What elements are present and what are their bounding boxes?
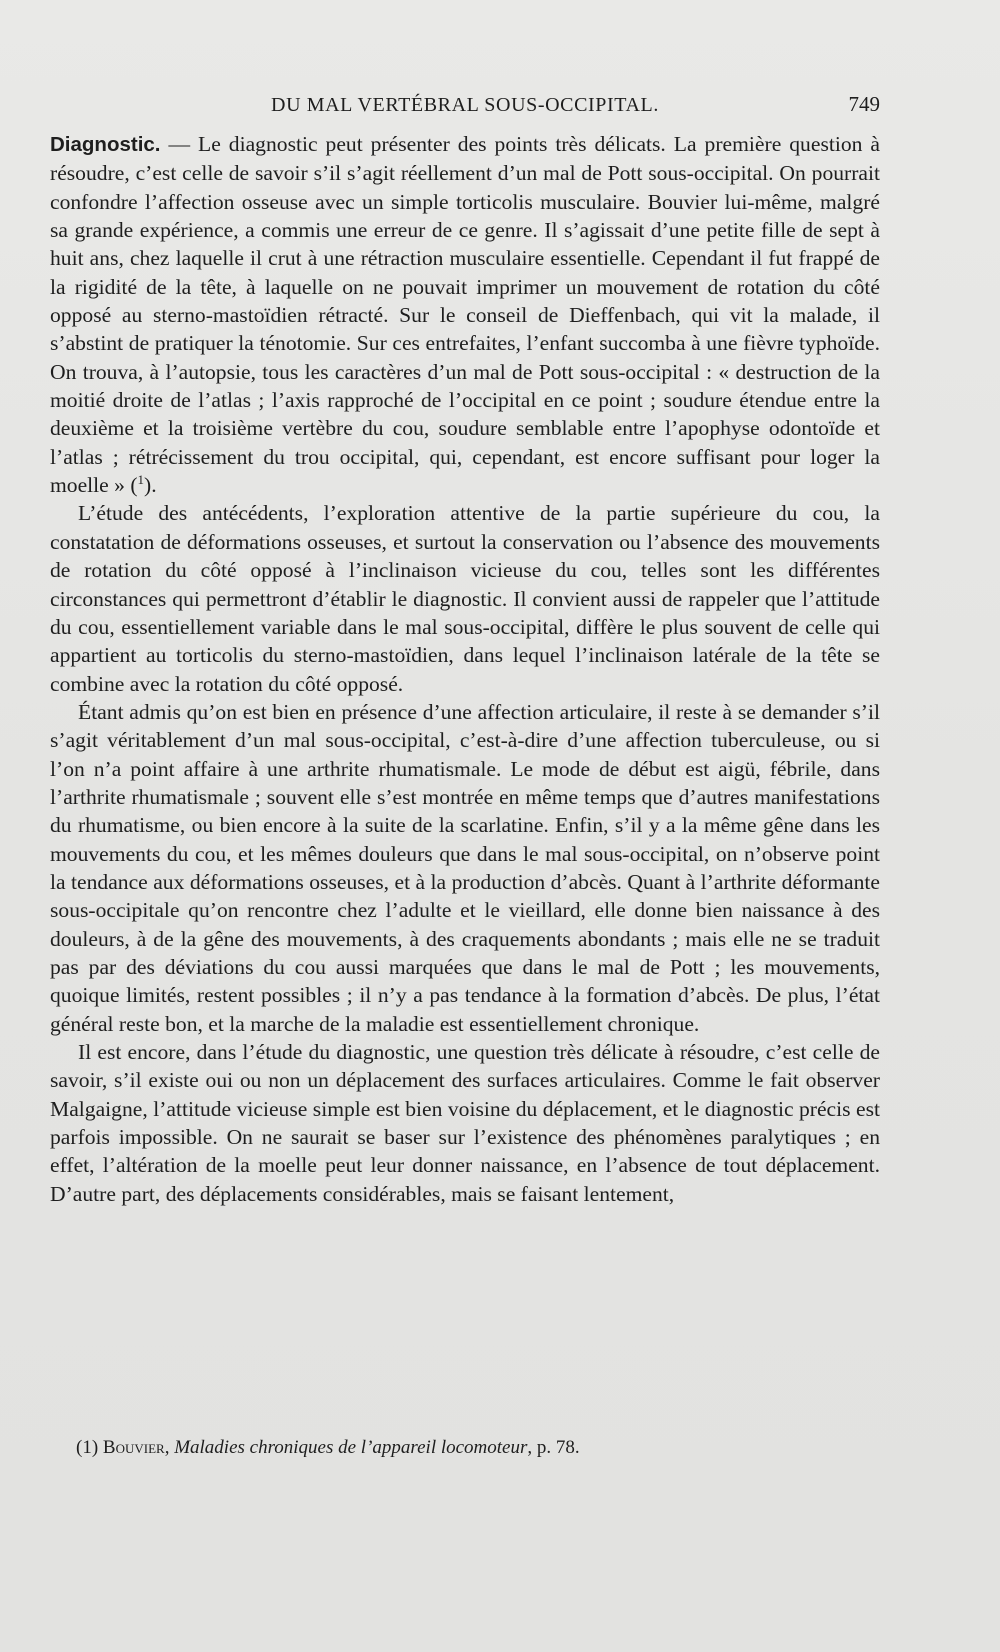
running-head [50,94,880,124]
footnote-marker: (1) [76,1437,99,1458]
footnote-reference: 1 [137,471,145,487]
section-heading: Diagnostic. [50,133,161,156]
footnote-page: , p. 78. [527,1437,580,1458]
paragraph-arthrite: Étant admis qu’on est bien en présence d’une affection articulaire, il reste à se demander s’il s’agit véritablement d’un mal sous-occipital, c’est-à-dire d’une affection tuberculeuse, ou si l’on n’a point affaire à une arthrite rhumatismale. Le mode de début est aigü, fébrile, dans l’arthrite rhumatismale ; souvent elle s’est montrée en même temps que d’autres manifestations du rhumatisme, ou bien encore à la suite de la scarlatine. Enfin, s’il y a la même gêne dans les mouvements du cou, et les mêmes douleurs que dans le mal sous-occipital, on n’observe point la tendance aux déformations osseuses, et à la production d’abcès. Quant à l’arthrite déformante sous-occipitale qu’on rencontre chez l’adulte et le vieillard, elle donne bien naissance à des douleurs, à de la gêne des mouvements, à des craquements abondants ; mais elle ne se traduit pas par des déviations du cou aussi marquées que dans le mal de Pott ; les mouvements, quoique limités, restent possibles ; il n’y a pas tendance à la formation d’abcès. De plus, l’état général reste bon, et la marche de la maladie est essentiellement chronique. [50,699,880,1036]
footnote-title: Maladies chroniques de l’appareil locomoteur [174,1437,528,1458]
footnote-author: Bouvier [102,1437,165,1458]
page-number: 749 [848,92,880,116]
paragraph-deplacement: Il est encore, dans l’étude du diagnostic, une question très délicate à résoudre, c’est celle de savoir, s’il existe oui ou non un déplacement des surfaces articulaires. Comme le fait observer Malgaigne, l’attitude vicieuse simple est bien voisine du déplacement, et le diagnostic précis est parfois impossible. On ne saurait se baser sur l’existence des phénomènes paralytiques ; en effet, l’altération de la moelle peut leur donner naissance, en l’absence de tout déplacement. D’autre part, des déplacements considérables, mais se faisant lentement, [50,1040,880,1206]
running-title: DU MAL VERTÉBRAL SOUS-OCCIPITAL. [271,94,659,116]
footnote [76,1436,876,1460]
paragraph-text: — Le diagnostic peut présenter des points très délicats. La première question à résoudre, c’est celle de savoir s’il s’agit réellement d’un mal de Pott sous-occipital. On pourrait confondre l’affection osseuse avec un simple torticolis musculaire. Bouvier lui-même, malgré sa grande expérience, a commis une erreur de ce genre. Il s’agissait d’une petite fille de sept à huit ans, chez laquelle il crut à une rétraction musculaire essentielle. Cependant il fut frappé de la rigidité de la tête, à laquelle on ne pouvait imprimer un mouvement de rotation du côté opposé au sterno-mastoïdien rétracté. Sur le conseil de Dieffenbach, qui vit la malade, il s’abstint de pratiquer la ténotomie. Sur ces entrefaites, l’enfant succomba à une fièvre typhoïde. On trouva, à l’autopsie, tous les caractères d’un mal de Pott sous-occipital : « destruction de la moitié droite de l’atlas ; l’axis rapproché de l’occipital en ce point ; soudure étendue entre la deuxième et la troisième vertèbre du cou, soudure semblable entre l’apophyse odontoïde et l’atlas ; rétrécissement du trou occipital, qui, cependant, est encore suffisant pour loger la moelle » ( [50,132,880,498]
body-text [50,130,880,1208]
footnote-comma: , [164,1437,175,1458]
paragraph-text-end: ). [144,473,157,498]
paragraph-antecedents: L’étude des antécédents, l’exploration attentive de la partie supérieure du cou, la constatation de déformations osseuses, et surtout la conservation ou l’absence des mouvements de rotation du côté opposé à l’inclinaison vicieuse du cou, telles sont les différentes circonstances qui permettront d’établir le diagnostic. Il convient aussi de rappeler que l’attitude du cou, essentiellement variable dans le mal sous-occipital, diffère le plus souvent de celle qui appartient au torticolis du sterno-mastoïdien, dans lequel l’inclinaison latérale de la tête se combine avec la rotation du côté opposé. [50,501,880,696]
paragraph-diagnostic [50,130,880,499]
